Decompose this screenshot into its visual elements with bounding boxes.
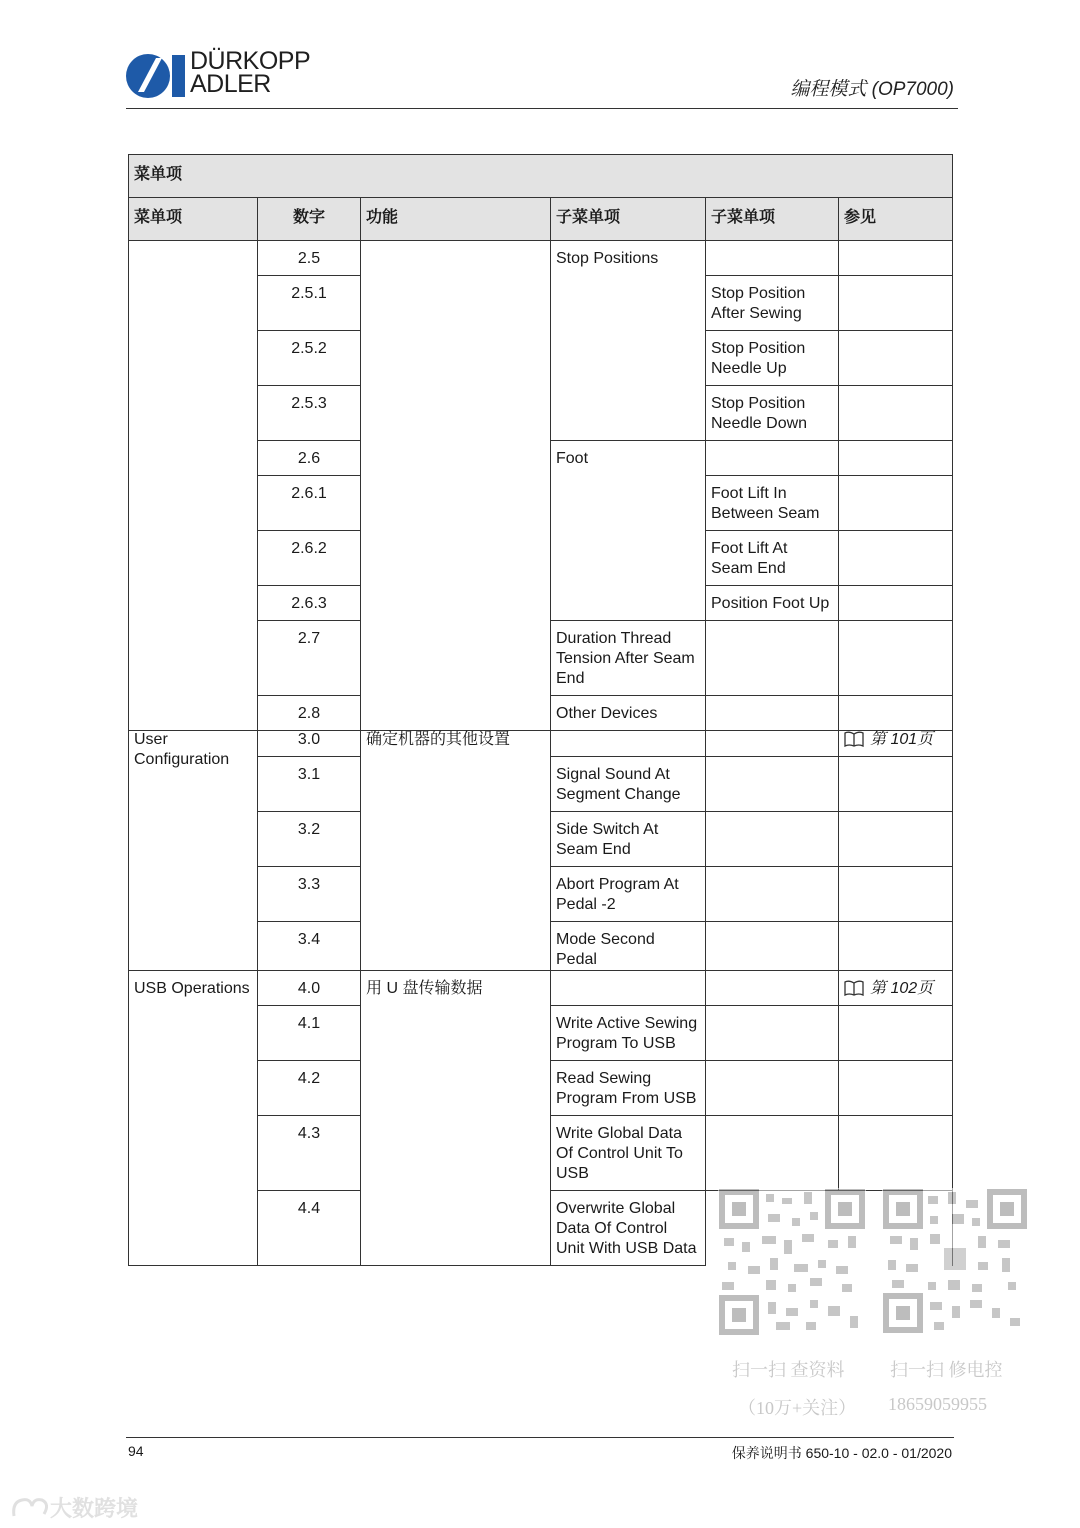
number-cell: 3.0: [258, 722, 361, 757]
menu-item-cell: [129, 241, 258, 731]
submenu-2-cell: Position Foot Up: [706, 586, 839, 621]
number-cell: 3.3: [258, 867, 361, 922]
number-cell: 2.6: [258, 441, 361, 476]
qr-caption: 扫一扫 修电控: [890, 1360, 1003, 1380]
submenu-2-cell: [706, 1061, 839, 1116]
number-cell: 4.4: [258, 1191, 361, 1266]
qr-code-icon: [882, 1188, 1028, 1334]
function-cell: 用 U 盘传输数据: [361, 971, 551, 1266]
column-header-function: 功能: [361, 198, 551, 241]
submenu-2-cell: [706, 722, 839, 757]
submenu-1-cell: Write Global Data Of Control Unit To USB: [551, 1116, 706, 1191]
brand-name: [190, 47, 311, 98]
section-title: 编程模式 (OP7000): [790, 79, 954, 100]
submenu-1-cell: Overwrite Global Data Of Control Unit With USB Data: [551, 1191, 706, 1266]
submenu-1-cell: Mode Second Pedal: [551, 922, 706, 971]
column-header-number: 数字: [258, 198, 361, 241]
submenu-2-cell: [706, 1006, 839, 1061]
see-also-cell: [839, 331, 953, 386]
duerkopp-adler-logo-icon: [126, 52, 186, 100]
table-title: 菜单项: [129, 155, 953, 198]
submenu-2-cell: [706, 757, 839, 812]
number-cell: 3.1: [258, 757, 361, 812]
submenu-2-cell: Foot Lift In Between Seam: [706, 476, 839, 531]
qr-caption: 18659059955: [888, 1394, 987, 1414]
qr-caption: 扫一扫 查资料: [732, 1360, 845, 1380]
number-cell: 2.6.3: [258, 586, 361, 621]
submenu-2-cell: [706, 241, 839, 276]
number-cell: 2.7: [258, 621, 361, 696]
function-cell: [361, 241, 551, 731]
submenu-2-cell: Stop Position After Sewing: [706, 276, 839, 331]
submenu-2-cell: [706, 441, 839, 476]
number-cell: 2.8: [258, 696, 361, 731]
submenu-2-cell: Stop Position Needle Up: [706, 331, 839, 386]
submenu-2-cell: [706, 971, 839, 1006]
number-cell: 2.5.3: [258, 386, 361, 441]
brand-line-1: DÜRKOPP: [190, 47, 311, 75]
submenu-2-cell: [706, 621, 839, 696]
page-reference: 第 102页: [870, 980, 934, 997]
watermark-logo-icon: [10, 1496, 50, 1520]
submenu-2-cell: [706, 1116, 839, 1191]
menu-table: [128, 154, 953, 731]
table-row: [129, 971, 953, 1006]
menu-item-cell: User Configuration: [129, 722, 258, 971]
submenu-1-cell: Duration Thread Tension After Seam End: [551, 621, 706, 696]
page-number: 94: [128, 1443, 144, 1459]
table-row: [129, 241, 953, 276]
see-also-cell: [839, 1006, 953, 1061]
number-cell: 3.4: [258, 922, 361, 971]
submenu-2-cell: Stop Position Needle Down: [706, 386, 839, 441]
corner-watermark: [10, 1492, 138, 1523]
number-cell: 4.0: [258, 971, 361, 1006]
see-also-cell: [839, 476, 953, 531]
book-icon: [844, 980, 864, 996]
see-also-cell: [839, 922, 953, 971]
submenu-1-cell: Read Sewing Program From USB: [551, 1061, 706, 1116]
menu-table-continued: [128, 722, 953, 1266]
see-also-cell: [839, 441, 953, 476]
submenu-1-cell: Signal Sound At Segment Change: [551, 757, 706, 812]
submenu-1-cell: Abort Program At Pedal -2: [551, 867, 706, 922]
book-icon: [844, 731, 864, 747]
function-cell: 确定机器的其他设置: [361, 722, 551, 971]
number-cell: 2.6.2: [258, 531, 361, 586]
column-header-menu-item: 菜单项: [129, 198, 258, 241]
see-also-cell: [839, 1116, 953, 1191]
submenu-1-cell: [551, 722, 706, 757]
see-also-cell: [839, 757, 953, 812]
submenu-1-cell: Foot: [551, 441, 706, 621]
see-also-cell: [839, 812, 953, 867]
submenu-1-cell: Stop Positions: [551, 241, 706, 441]
qr-caption: （10万+关注）: [738, 1398, 857, 1418]
number-cell: 2.5.1: [258, 276, 361, 331]
number-cell: 4.1: [258, 1006, 361, 1061]
table-row: [129, 722, 953, 757]
see-also-cell: [839, 971, 953, 1006]
see-also-cell: [839, 276, 953, 331]
number-cell: 2.5.2: [258, 331, 361, 386]
column-header-submenu-2: 子菜单项: [706, 198, 839, 241]
submenu-2-cell: [706, 922, 839, 971]
see-also-cell: [839, 241, 953, 276]
watermark-text: 大数跨境: [50, 1496, 139, 1521]
number-cell: 2.6.1: [258, 476, 361, 531]
header-divider: [126, 108, 958, 109]
see-also-cell: [839, 1061, 953, 1116]
submenu-1-cell: Other Devices: [551, 696, 706, 731]
see-also-cell: [839, 867, 953, 922]
footer-divider: [126, 1437, 954, 1438]
page-reference: 第 101页: [870, 731, 934, 748]
submenu-1-cell: Write Active Sewing Program To USB: [551, 1006, 706, 1061]
qr-code-icon: [718, 1188, 866, 1336]
column-header-see-also: 参见: [839, 198, 953, 241]
submenu-2-cell: [706, 867, 839, 922]
brand-line-2: ADLER: [190, 70, 271, 98]
submenu-2-cell: Foot Lift At Seam End: [706, 531, 839, 586]
see-also-cell: [839, 586, 953, 621]
see-also-cell: [839, 386, 953, 441]
number-cell: 4.3: [258, 1116, 361, 1191]
number-cell: 4.2: [258, 1061, 361, 1116]
submenu-1-cell: Side Switch At Seam End: [551, 812, 706, 867]
submenu-1-cell: [551, 971, 706, 1006]
see-also-cell: [839, 621, 953, 696]
number-cell: 3.2: [258, 812, 361, 867]
document-id: 保养说明书 650-10 - 02.0 - 01/2020: [731, 1445, 952, 1461]
number-cell: 2.5: [258, 241, 361, 276]
submenu-2-cell: [706, 812, 839, 867]
menu-item-cell: USB Operations: [129, 971, 258, 1266]
see-also-cell: [839, 531, 953, 586]
column-header-submenu-1: 子菜单项: [551, 198, 706, 241]
see-also-cell: [839, 722, 953, 757]
